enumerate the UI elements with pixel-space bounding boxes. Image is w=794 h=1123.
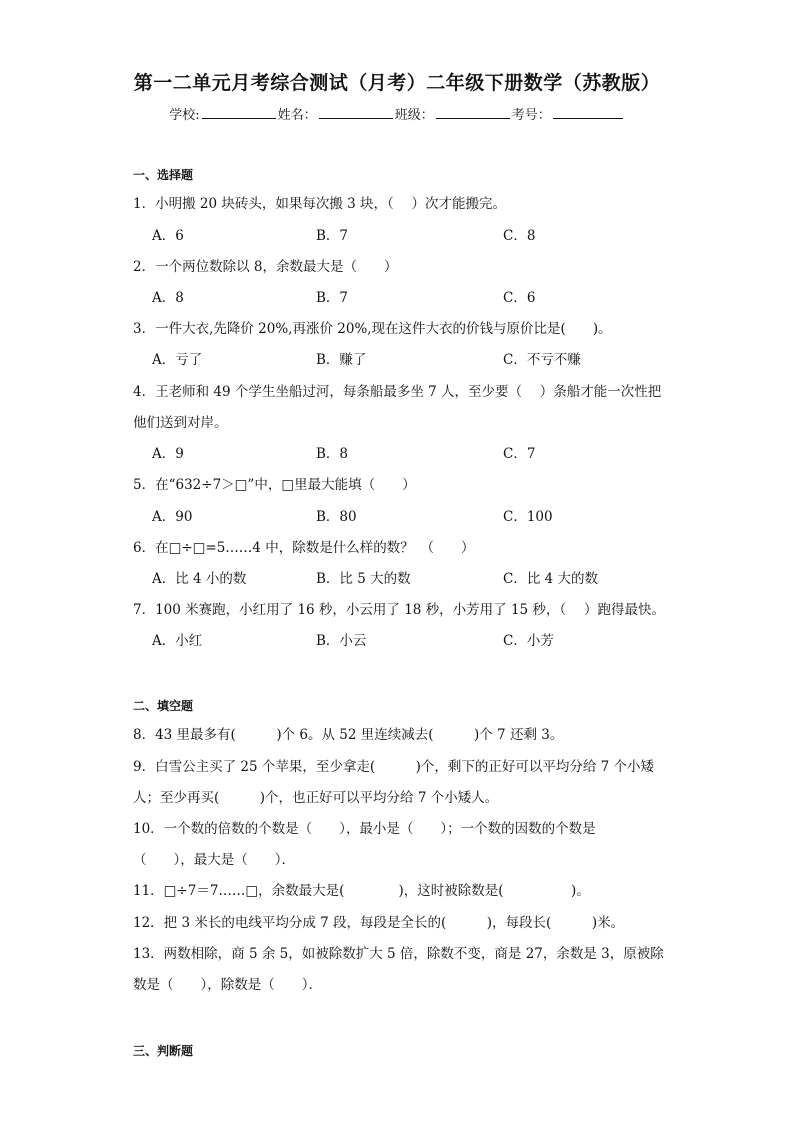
q4-option-b[interactable]: B．8 <box>316 446 349 462</box>
question-4-line-2: 他们送到对岸。 <box>133 415 228 431</box>
section-fill-heading: 二、填空题 <box>133 699 194 713</box>
section-judge-heading: 三、判断题 <box>133 1044 194 1058</box>
question-10-line-2: （ ），最大是（ ）． <box>133 852 295 868</box>
q4-option-c[interactable]: C．7 <box>503 446 536 462</box>
question-1: 1．小明搬 20 块砖头，如果每次搬 3 块，（ ）次才能搬完。 <box>133 196 507 212</box>
q4-option-a[interactable]: A．9 <box>152 446 184 462</box>
number-label: 考号： <box>511 108 551 123</box>
question-7: 7．100 米赛跑，小红用了 16 秒，小云用了 18 秒，小芳用了 15 秒，（ ）跑得最快。 <box>133 602 665 618</box>
question-2: 2．一个两位数除以 8，余数最大是（ ） <box>133 259 398 275</box>
class-label: 班级： <box>394 108 434 123</box>
number-blank[interactable] <box>553 106 623 119</box>
q3-option-b[interactable]: B．赚了 <box>316 352 367 368</box>
q3-option-a[interactable]: A．亏了 <box>152 352 203 368</box>
q2-option-c[interactable]: C．6 <box>503 290 536 306</box>
name-label: 姓名： <box>277 108 317 123</box>
question-9-line-2: 人；至少再买( )个，也正好可以平均分给 7 个小矮人。 <box>133 790 499 806</box>
q7-option-c[interactable]: C．小芳 <box>503 633 554 649</box>
student-info-line <box>0 104 794 123</box>
q5-option-a[interactable]: A．90 <box>152 509 193 525</box>
question-10-line-1: 10．一个数的倍数的个数是（ ），最小是（ ）；一个数的因数的个数是 <box>133 821 596 837</box>
q6-option-b[interactable]: B．比 5 大的数 <box>316 571 411 587</box>
question-13-line-1: 13．两数相除，商 5 余 5，如被除数扩大 5 倍，除数不变，商是 27，余数是 3，原被除 <box>133 946 664 962</box>
question-11: 11．□÷7＝7……□，余数最大是( )，这时被除数是( )。 <box>133 883 590 899</box>
q6-option-a[interactable]: A．比 4 小的数 <box>152 571 247 587</box>
school-blank[interactable] <box>202 106 276 119</box>
q5-option-c[interactable]: C．100 <box>503 509 553 525</box>
q5-option-b[interactable]: B．80 <box>316 509 357 525</box>
q3-option-c[interactable]: C．不亏不赚 <box>503 352 581 368</box>
q1-option-a[interactable]: A．6 <box>152 228 184 244</box>
question-13-line-2: 数是（ ），除数是（ ）． <box>133 977 322 993</box>
q7-option-a[interactable]: A．小红 <box>152 633 203 649</box>
question-8: 8．43 里最多有( )个 6。从 52 里连续减去( )个 7 还剩 3。 <box>133 727 564 743</box>
question-3: 3．一件大衣,先降价 20%,再涨价 20%,现在这件大衣的价钱与原价比是( )。 <box>133 321 612 337</box>
class-blank[interactable] <box>436 106 510 119</box>
question-9-line-1: 9．白雪公主买了 25 个苹果，至少拿走( )个，剩下的正好可以平均分给 7 个小矮 <box>133 759 655 775</box>
q1-option-c[interactable]: C．8 <box>503 228 536 244</box>
school-label: 学校: <box>169 108 200 123</box>
q2-option-a[interactable]: A．8 <box>152 290 184 306</box>
name-blank[interactable] <box>319 106 393 119</box>
q6-option-c[interactable]: C．比 4 大的数 <box>503 571 599 587</box>
q7-option-b[interactable]: B．小云 <box>316 633 367 649</box>
page-title: 第一二单元月考综合测试（月考）二年级下册数学（苏教版） <box>133 72 661 94</box>
q2-option-b[interactable]: B．7 <box>316 290 349 306</box>
question-6: 6．在□÷□=5……4 中，除数是什么样的数？ （ ） <box>133 540 475 556</box>
question-4-line-1: 4．王老师和 49 个学生坐船过河，每条船最多坐 7 人，至少要（ ）条船才能一次性把 <box>133 384 662 400</box>
question-5: 5．在“632÷7＞□”中，□里最大能填（ ） <box>133 477 416 493</box>
q1-option-b[interactable]: B．7 <box>316 228 349 244</box>
section-choice-heading: 一、选择题 <box>133 168 194 182</box>
question-12: 12．把 3 米长的电线平均分成 7 段，每段是全长的( )，每段长( )米。 <box>133 915 625 931</box>
